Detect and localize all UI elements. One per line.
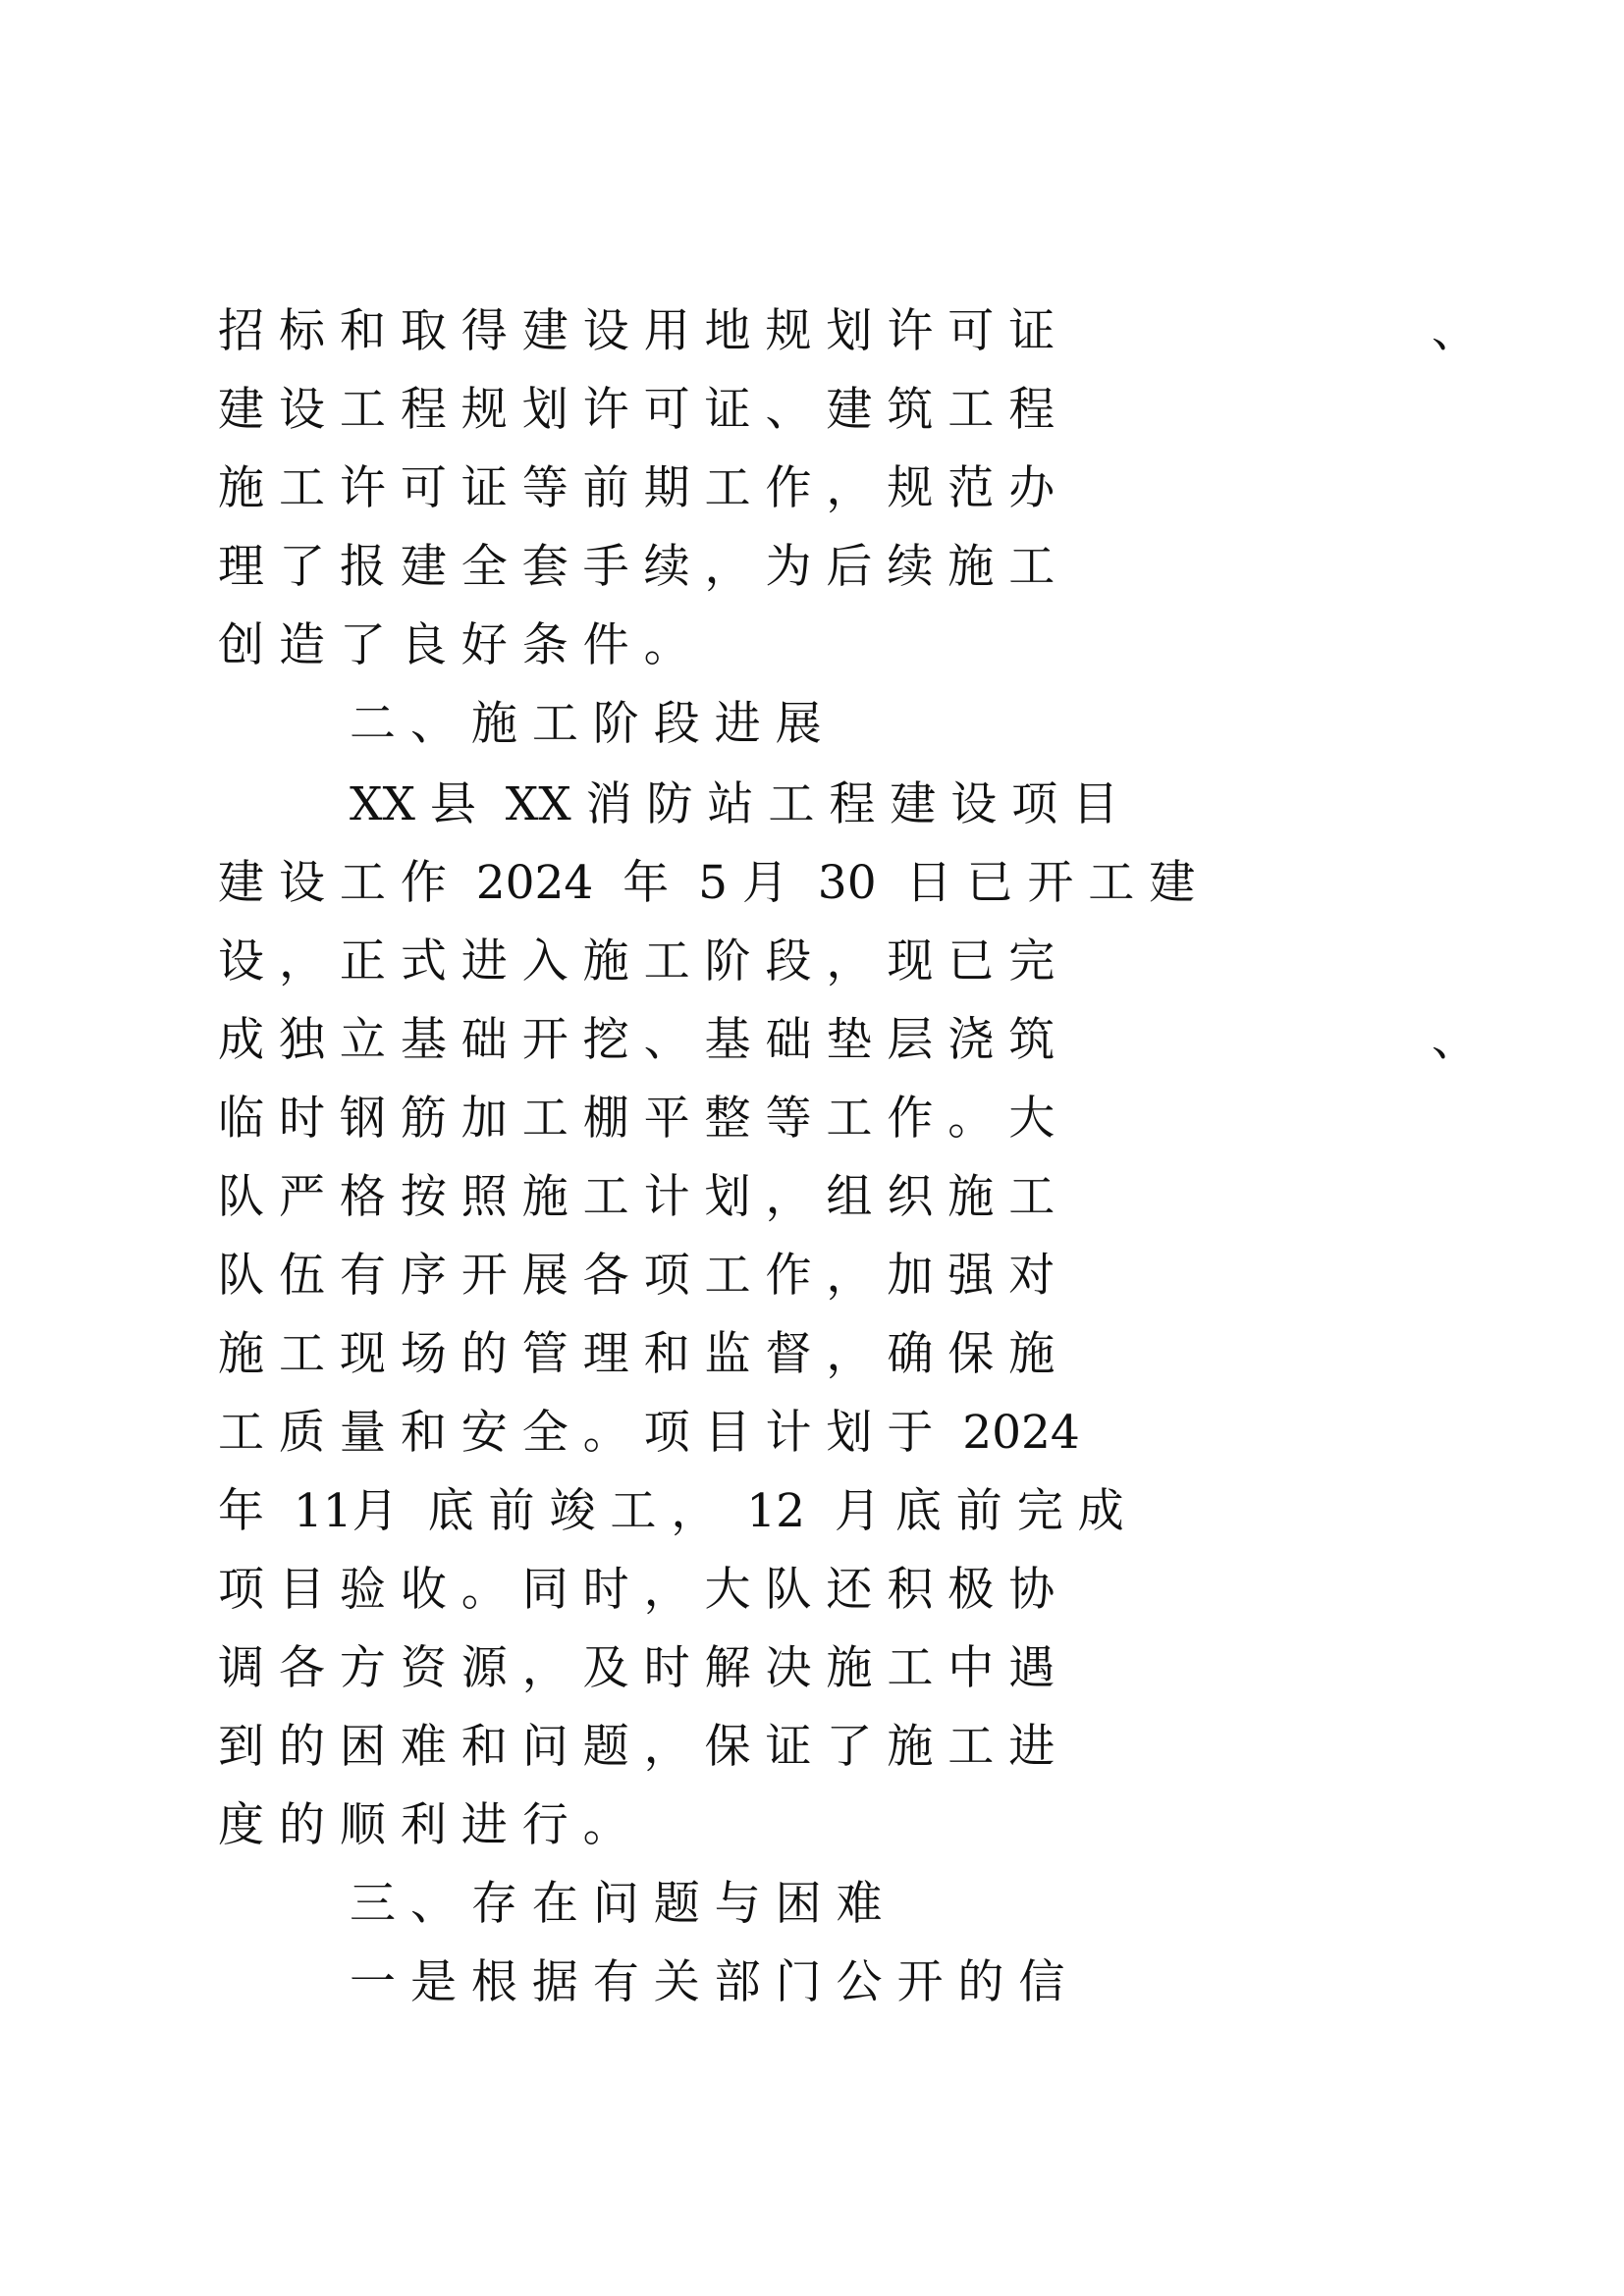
section-heading-2: 二 、 施 工 阶 段 进 展 <box>350 697 822 751</box>
text-line-10: 成 独 立 基 础 开 挖 、 基 础 垫 层 浇 筑 <box>218 1013 1056 1067</box>
text-line-19: 到 的 困 难 和 问 题 ， 保 证 了 施 工 进 <box>218 1720 1056 1774</box>
section-heading-3: 三 、 存 在 问 题 与 困 难 <box>350 1877 883 1931</box>
text-line-4: 理 了 报 建 全 套 手 续 ， 为 后 续 施 工 <box>218 540 1056 594</box>
text-line-1: 招 标 和 取 得 建 设 用 地 规 划 许 可 证 <box>218 304 1056 358</box>
text-line-14: 施 工 现 场 的 管 理 和 监 督 ， 确 保 施 <box>218 1327 1056 1381</box>
text-line-9: 设 ， 正 式 进 入 施 工 阶 段 ， 现 已 完 <box>218 934 1056 988</box>
enumeration-comma: 、 <box>1432 1013 1478 1067</box>
text-line-12: 队 严 格 按 照 施 工 计 划 ， 组 织 施 工 <box>218 1170 1056 1224</box>
text-line-16: 年 11月 底 前 竣 工 ， 12 月 底 前 完 成 <box>218 1484 1124 1538</box>
text-line-17: 项 目 验 收 。 同 时 ， 大 队 还 积 极 协 <box>218 1563 1056 1617</box>
text-line-5: 创 造 了 良 好 条 件 。 <box>218 618 690 672</box>
enumeration-comma: 、 <box>1432 304 1478 358</box>
text-line-7: XX 县 XX 消 防 站 工 程 建 设 项 目 <box>350 777 1119 831</box>
text-line-8: 建 设 工 作 2024 年 5 月 30 日 已 开 工 建 <box>218 856 1196 910</box>
text-line-15: 工 质 量 和 安 全 。 项 目 计 划 于 2024 <box>218 1406 1080 1460</box>
text-line-3: 施 工 许 可 证 等 前 期 工 作 ， 规 范 办 <box>218 461 1056 515</box>
text-line-11: 临 时 钢 筋 加 工 棚 平 整 等 工 作 。 大 <box>218 1092 1056 1146</box>
text-line-20: 度 的 顺 利 进 行 。 <box>218 1798 629 1852</box>
text-line-2: 建 设 工 程 规 划 许 可 证 、 建 筑 工 程 <box>218 383 1056 437</box>
text-line-13: 队 伍 有 序 开 展 各 项 工 作 ， 加 强 对 <box>218 1249 1056 1303</box>
text-line-18: 调 各 方 资 源 ， 及 时 解 决 施 工 中 遇 <box>218 1641 1056 1695</box>
text-line-22: 一 是 根 据 有 关 部 门 公 开 的 信 <box>350 1955 1065 2009</box>
